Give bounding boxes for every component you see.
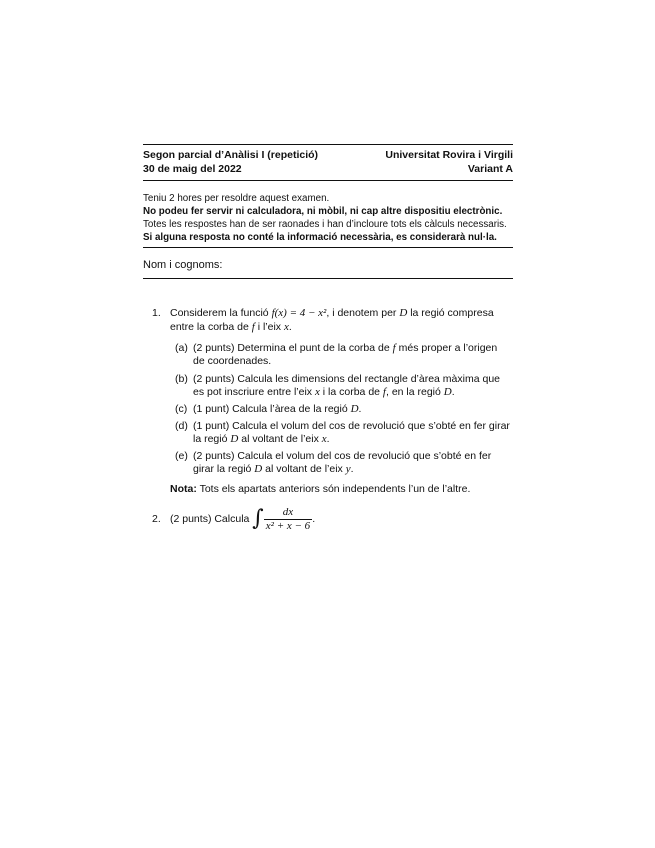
problem-2-number: 2. xyxy=(152,513,161,525)
part-c-label: (c) xyxy=(175,403,188,415)
part-d-line1: (1 punt) Calcula el volum del cos de revolució que s’obté en fer girar xyxy=(193,420,510,432)
part-e-line2: girar la regió D al voltant de l’eix y. xyxy=(193,463,354,475)
part-d-label: (d) xyxy=(175,420,188,432)
integral-sign: ∫ xyxy=(252,506,264,532)
part-b-line2: es pot inscriure entre l’eix x i la corba de f, en la regió D. xyxy=(193,386,455,398)
part-a-line1: (2 punts) Determina el punt de la corba de f més proper a l’origen xyxy=(193,342,498,354)
part-a-label: (a) xyxy=(175,342,188,354)
part-b-label: (b) xyxy=(175,373,188,385)
part-e-label: (e) xyxy=(175,450,188,462)
problem-1-number: 1. xyxy=(152,307,161,319)
part-d-line2: la regió D al voltant de l’eix x. xyxy=(193,433,330,445)
function-definition: f(x) = 4 − x² xyxy=(271,307,327,319)
instruction-no-devices: No podeu fer servir ni calculadora, ni mòbil, ni cap altre dispositiu electrònic. xyxy=(143,206,503,217)
instructions-rule xyxy=(143,247,513,248)
note-label: Nota: xyxy=(170,483,197,495)
problem-2-statement: (2 punts) Calcula ∫ $\frac{dx}{\text{x² + x − 6}}$ . xyxy=(170,505,316,532)
exam-variant: Variant A xyxy=(467,163,513,175)
header-top-rule xyxy=(143,144,513,145)
part-e-line1: (2 punts) Calcula el volum del cos de revolució que s’obté en fer xyxy=(193,450,492,462)
name-field-label: Nom i cognoms: xyxy=(143,259,223,271)
integrand-denominator: x² + x − 6 xyxy=(265,519,311,532)
exam-title: Segon parcial d’Anàlisi I (repetició) xyxy=(143,149,319,161)
instruction-null: Si alguna resposta no conté la informació necessària, es considerarà nul·la. xyxy=(143,232,497,243)
problem-1-note: Nota: Tots els apartats anteriors són independents l’un de l’altre. xyxy=(170,483,471,495)
exam-date: 30 de maig del 2022 xyxy=(143,163,242,175)
part-c-line1: (1 punt) Calcula l’àrea de la regió D. xyxy=(193,403,362,415)
university-name: Universitat Rovira i Virgili xyxy=(385,149,513,161)
instruction-time: Teniu 2 hores per resoldre aquest examen. xyxy=(143,193,330,204)
header-bottom-rule xyxy=(143,180,513,181)
integrand-fraction xyxy=(264,506,312,533)
part-a-line2: de coordenades. xyxy=(193,355,272,367)
problem-1-statement-line2: entre la corba de f i l’eix x. xyxy=(170,321,292,333)
problem-1-statement-line1: Considerem la funció f(x) = 4 − x², i denotem per D la regió compresa xyxy=(170,307,494,319)
integrand-numerator: dx xyxy=(264,506,312,520)
part-b-line1: (2 punts) Calcula les dimensions del rectangle d’àrea màxima que xyxy=(193,373,500,385)
instruction-reasoned: Totes les respostes han de ser raonades i han d’incloure tots els càlculs necessaris. xyxy=(143,219,507,230)
name-field-rule xyxy=(143,278,513,279)
